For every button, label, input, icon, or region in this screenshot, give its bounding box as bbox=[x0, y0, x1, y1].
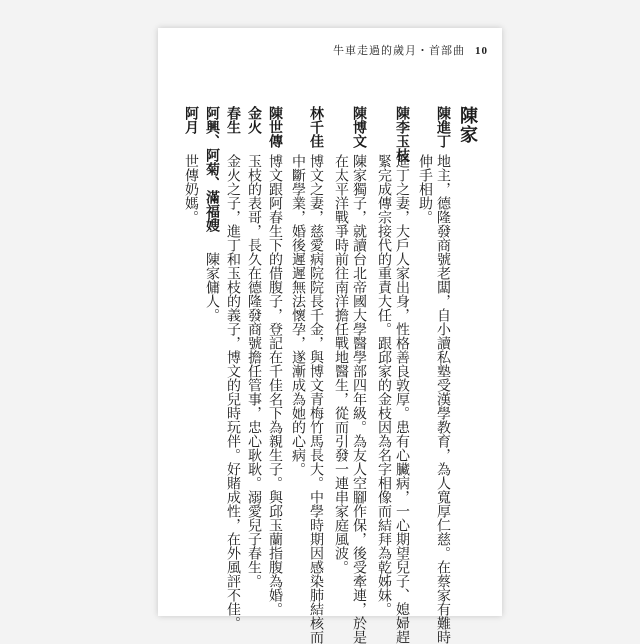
character-description: 世傳奶媽。 bbox=[183, 154, 199, 224]
section-title: 陳家 bbox=[457, 106, 478, 144]
character-name: 金火 bbox=[246, 106, 262, 134]
character-description: 博文之妻，慈愛病院院長千金，與博文青梅竹馬長大。中學時期因感染肺結核而 bbox=[308, 154, 324, 644]
character-name: 林千佳 bbox=[308, 106, 324, 148]
book-page bbox=[158, 28, 502, 644]
character-name: 陳博文 bbox=[351, 106, 367, 148]
character-name: 陳世傳 bbox=[267, 106, 283, 148]
character-name: 阿興、阿菊、滿福嫂 bbox=[204, 106, 220, 232]
character-name: 阿月 bbox=[183, 106, 199, 134]
character-description: 金火之子，進丁和玉枝的義子，博文的兒時玩伴。好賭成性，在外風評不佳。 bbox=[225, 154, 241, 630]
character-name: 春生 bbox=[225, 106, 241, 134]
character-description: 博文跟阿春生下的借腹子，登記在千佳名下為親生子。與邱玉蘭指腹為婚。 bbox=[267, 154, 283, 616]
character-description: 在太平洋戰爭時前往南洋擔任戰地醫生，從而引發一連串家庭風波。 bbox=[333, 154, 349, 574]
character-name: 陳進丁 bbox=[435, 106, 451, 148]
character-description: 地主，德隆發商號老闆，自小讀私塾受漢學教育，為人寬厚仁慈。在蔡家有難時 bbox=[435, 154, 451, 644]
page-number: 10 bbox=[475, 45, 488, 57]
running-title: 牛車走過的歲月・首部曲 bbox=[333, 44, 465, 57]
character-description: 伸手相助。 bbox=[417, 154, 433, 224]
character-description: 中斷學業，婚後遲遲無法懷孕，遂漸成為她的心病。 bbox=[290, 154, 306, 476]
character-description: 陳家傭人。 bbox=[204, 252, 220, 322]
character-description: 緊完成傳宗接代的重責大任。跟邱家的金枝因為名字相像而結拜為乾姊妹。 bbox=[376, 154, 392, 616]
character-description: 進丁之妻，大戶人家出身，性格善良敦厚。患有心臟病，一心期望兒子、媳婦趕 bbox=[394, 154, 410, 644]
character-description: 玉枝的表哥，長久在德隆發商號擔任管事，忠心耿耿。溺愛兒子春生。 bbox=[246, 154, 262, 588]
running-head bbox=[333, 42, 488, 58]
character-description: 陳家獨子，就讀台北帝國大學醫學部四年級。為友人空腳作保，後受牽連，於是 bbox=[351, 154, 367, 644]
character-name: 陳李玉枝 bbox=[394, 106, 410, 162]
